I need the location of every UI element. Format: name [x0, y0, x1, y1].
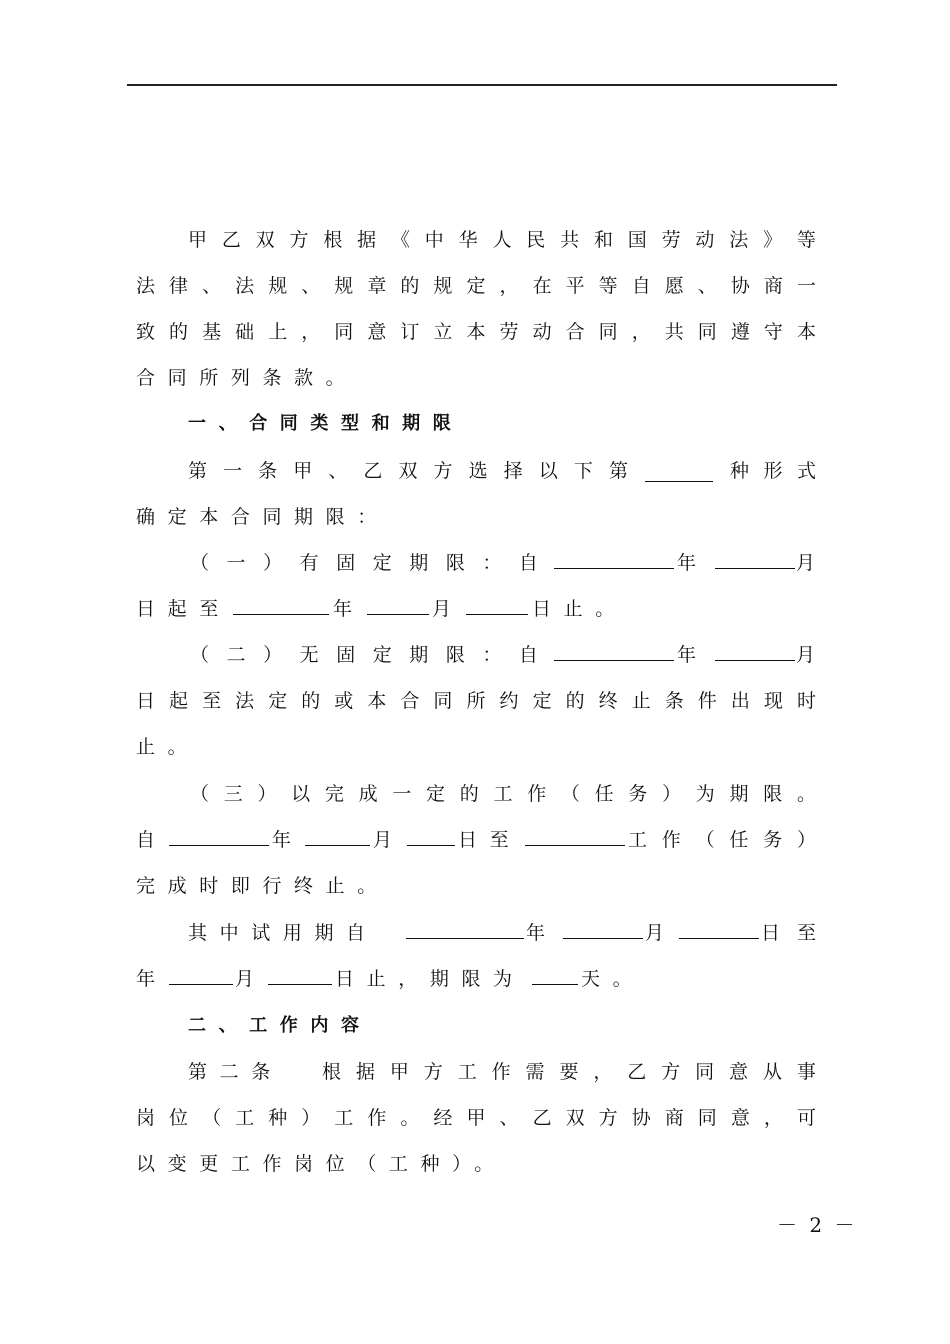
blank-probation-end-month-input[interactable]	[169, 964, 233, 985]
probation-line-1: 其 中 试 用 期 自 年 月 日 至	[188, 918, 816, 948]
label-year: 年	[526, 922, 546, 944]
option-2-line-1: （ 二 ） 无 固 定 期 限 ： 自 年 月	[190, 640, 818, 670]
blank-opt1-end-day[interactable]	[466, 594, 528, 615]
label-year: 年	[136, 968, 156, 990]
article-1-line-1: 第 一 条 甲 、 乙 双 方 选 择 以 下 第 种 形 式	[188, 460, 816, 482]
blank-probation-start-month[interactable]	[563, 918, 643, 939]
preamble-line-1: 甲 乙 双 方 根 据 《 中 华 人 民 共 和 国 劳 动 法 》 等	[188, 229, 816, 251]
label-month: 月	[796, 552, 816, 574]
label-month: 月	[645, 922, 665, 944]
label-year: 年	[272, 829, 292, 851]
blank-probation-start-year[interactable]	[406, 918, 524, 939]
label-month: 月	[432, 598, 452, 620]
option-3-line-3: 完 成 时 即 行 终 止 。	[136, 875, 377, 897]
probation-line-2: 年 月 日 止 ， 期 限 为 天 。	[136, 964, 816, 994]
blank-probation-days[interactable]	[532, 964, 578, 985]
blank-opt2-start-month[interactable]	[715, 640, 795, 661]
label-month: 月	[373, 829, 393, 851]
preamble-line-4: 合 同 所 列 条 款 。	[136, 367, 345, 389]
blank-opt3-day[interactable]	[407, 825, 455, 846]
option-3-line-1: （ 三 ） 以 完 成 一 定 的 工 作 （ 任 务 ） 为 期 限 。	[190, 783, 816, 805]
article-2-line-1: 第 二 条 根 据 甲 方 工 作 需 要 ， 乙 方 同 意 从 事	[188, 1061, 816, 1083]
section-heading-work-content: 二 、 工 作 内 容	[188, 1015, 359, 1036]
blank-probation-end-day-input[interactable]	[268, 964, 332, 985]
label-from: 自	[136, 829, 156, 851]
blank-opt1-end-month[interactable]	[367, 594, 429, 615]
label-month: 月	[235, 968, 255, 990]
preamble-line-2: 法 律 、 法 规 、 规 章 的 规 定 ， 在 平 等 自 愿 、 协 商 一	[136, 275, 816, 297]
header-rule	[127, 84, 837, 86]
option-2-line-2: 日 起 至 法 定 的 或 本 合 同 所 约 定 的 终 止 条 件 出 现 时	[136, 690, 816, 712]
option-1-line-1: （ 一 ） 有 固 定 期 限 ： 自 年 月	[190, 548, 818, 578]
option-3-line-2: 自 年 月 日 至 工 作 （ 任 务 ）	[136, 825, 816, 855]
blank-opt3-task[interactable]	[525, 825, 625, 846]
blank-opt2-start-year[interactable]	[554, 640, 674, 661]
article-2-line-3: 以 变 更 工 作 岗 位 （ 工 种 ） 。	[136, 1153, 494, 1175]
blank-probation-start-day[interactable]	[679, 918, 759, 939]
blank-opt1-end-year[interactable]	[233, 594, 329, 615]
blank-contract-form-number[interactable]	[645, 461, 713, 482]
blank-opt3-year[interactable]	[169, 825, 269, 846]
article-1-line-2: 确 定 本 合 同 期 限 ：	[136, 506, 377, 528]
article-2-line-2: 岗 位 （ 工 种 ） 工 作 。 经 甲 、 乙 双 方 协 商 同 意 ， 可	[136, 1107, 816, 1129]
label-year: 年	[333, 598, 353, 620]
section-heading-contract-type: 一 、 合 同 类 型 和 期 限	[188, 413, 451, 434]
label-year: 年	[677, 552, 697, 574]
label-month: 月	[796, 644, 816, 666]
preamble-line-3: 致 的 基 础 上 ， 同 意 订 立 本 劳 动 合 同 ， 共 同 遵 守 本	[136, 321, 816, 343]
blank-opt1-start-month[interactable]	[715, 548, 795, 569]
label-year: 年	[677, 644, 697, 666]
page-number: － 2 －	[777, 1213, 858, 1237]
option-1-line-2: 日 起 至 年 月 日 止 。	[136, 594, 816, 624]
blank-opt1-start-year[interactable]	[554, 548, 674, 569]
option-2-line-3: 止 。	[136, 736, 187, 758]
blank-opt3-month[interactable]	[305, 825, 370, 846]
